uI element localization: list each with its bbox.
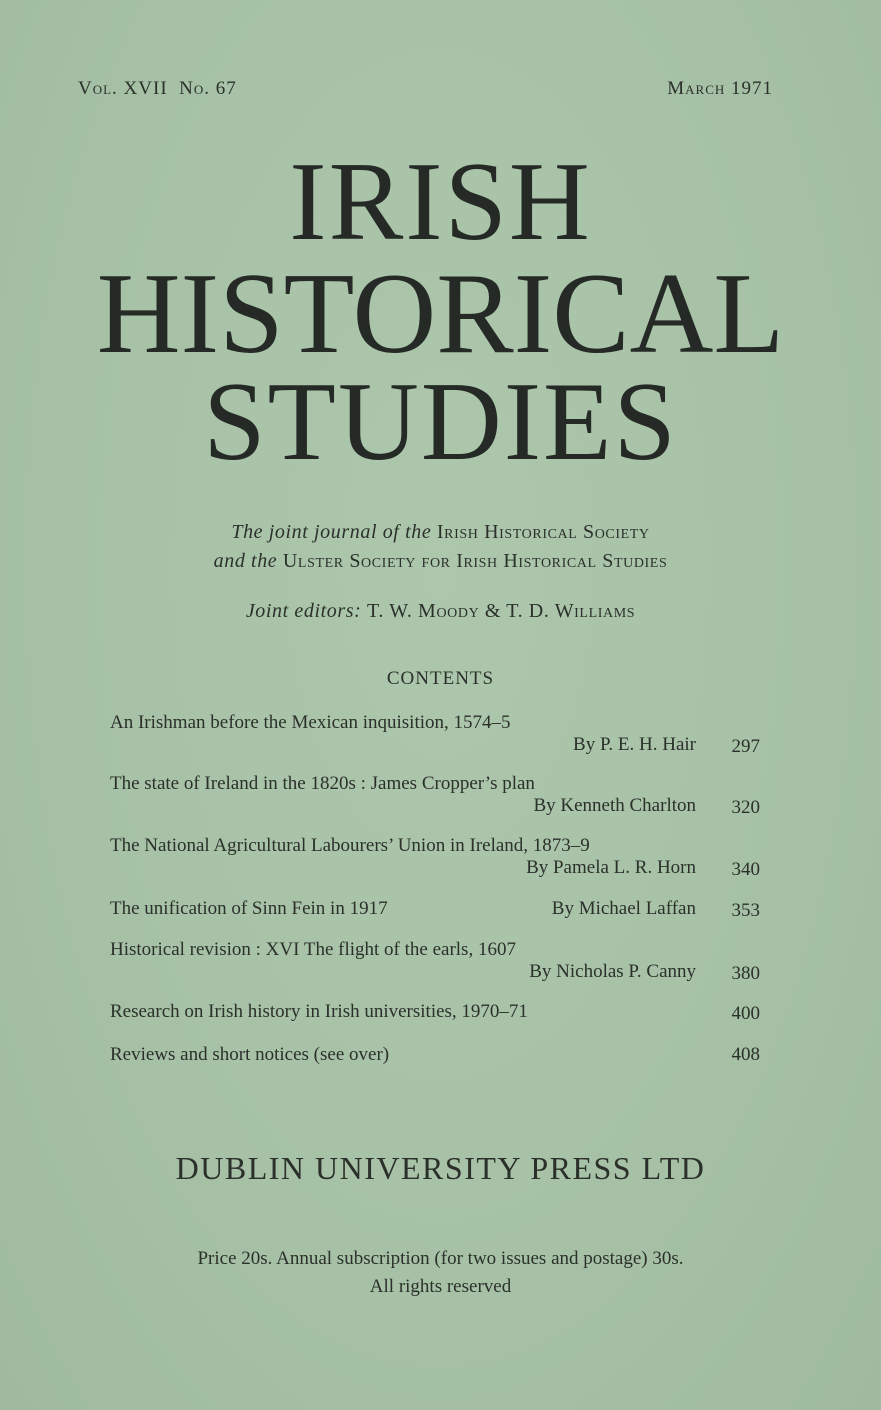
issue-prefix: No. xyxy=(179,78,211,99)
contents-entry xyxy=(110,835,760,880)
entry-page: 340 xyxy=(731,859,760,880)
entry-page: 408 xyxy=(731,1044,760,1065)
subtitle-italic-2: and the xyxy=(213,550,278,572)
issue-date: March 1971 xyxy=(667,78,773,99)
entry-title: An Irishman before the Mexican inquisition, 1574–5 xyxy=(110,712,511,733)
subtitle-italic-1: The joint journal of the xyxy=(231,521,432,543)
contents-entry xyxy=(110,773,760,818)
volume-prefix: Vol. xyxy=(78,78,118,99)
editors-line xyxy=(0,600,881,623)
entry-author: By Kenneth Charlton xyxy=(533,795,696,816)
entry-author: By Michael Laffan xyxy=(551,898,696,919)
entry-author: By Pamela L. R. Horn xyxy=(526,857,696,878)
entry-title: Research on Irish history in Irish universities, 1970–71 xyxy=(110,1001,528,1022)
entry-title: The state of Ireland in the 1820s : James Cropper’s plan xyxy=(110,773,535,794)
contents-entry xyxy=(110,898,760,920)
publisher-name: DUBLIN UNIVERSITY PRESS LTD xyxy=(175,1150,706,1186)
subtitle-line-1 xyxy=(0,521,881,544)
entry-page: 320 xyxy=(731,797,760,818)
volume-info xyxy=(78,78,237,100)
entry-page: 400 xyxy=(731,1003,760,1024)
title-line-3: STUDIES xyxy=(203,360,678,484)
entry-page: 353 xyxy=(731,900,760,921)
title-line-1: IRISH xyxy=(289,140,592,264)
entry-title: Reviews and short notices (see over) xyxy=(110,1044,390,1065)
contents-entry xyxy=(110,712,760,757)
rights-line: All rights reserved xyxy=(369,1276,512,1297)
entry-author: By P. E. H. Hair xyxy=(573,734,696,755)
volume-number: XVII xyxy=(123,78,168,99)
entry-page: 297 xyxy=(731,736,760,757)
issue-number: 67 xyxy=(215,78,237,99)
title-line-2: HISTORICAL xyxy=(96,250,785,378)
entry-title: The unification of Sinn Fein in 1917 xyxy=(110,898,388,919)
subtitle-line-2 xyxy=(0,550,881,573)
entry-page: 380 xyxy=(731,963,760,984)
entry-title: Historical revision : XVI The flight of the earls, 1607 xyxy=(110,939,516,960)
entry-title: The National Agricultural Labourers’ Union in Ireland, 1873–9 xyxy=(110,835,590,856)
editors-names: T. W. Moody & T. D. Williams xyxy=(367,600,636,622)
society-name-2: Ulster Society for Irish Historical Studies xyxy=(282,550,668,572)
contents-entry xyxy=(110,1001,760,1023)
contents-heading: CONTENTS xyxy=(386,668,495,689)
entry-author: By Nicholas P. Canny xyxy=(529,961,696,982)
contents-entry xyxy=(110,939,760,984)
editors-label: Joint editors: xyxy=(245,600,362,622)
price-line: Price 20s. Annual subscription (for two issues and postage) 30s. xyxy=(197,1248,684,1269)
society-name-1: Irish Historical Society xyxy=(436,521,650,543)
contents-entry xyxy=(110,1044,760,1066)
